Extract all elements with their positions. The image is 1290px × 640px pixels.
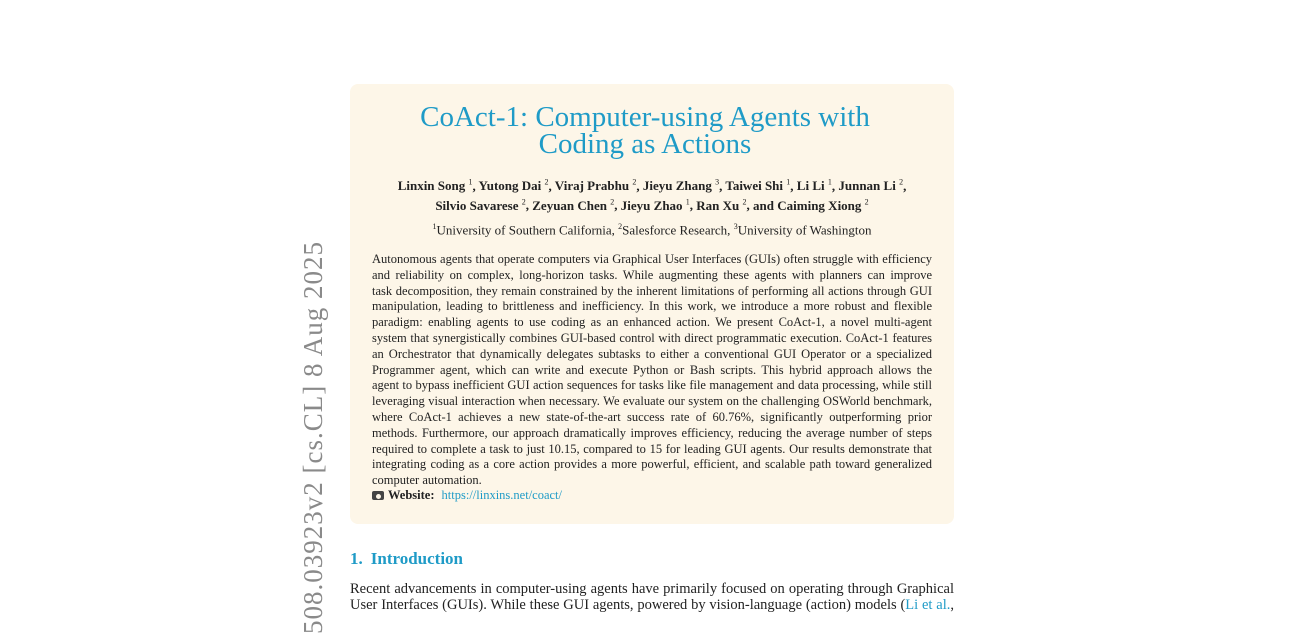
affiliation-marker: 2 xyxy=(610,197,615,207)
author-line-1: Linxin Song $^1$, Yutong Dai $^2$, Viraj Prabhu $^2$, Jieyu Zhang $^3$, Taiwei Shi $^1$, Li Li $^1$, Junnan Li $^2$, xyxy=(397,178,907,194)
website-label: Website: xyxy=(388,488,435,502)
abstract-line: system that synergistically combines GUI-based control with direct programmatic execution. CoAct-1 features xyxy=(372,330,932,345)
intro-line: User Interfaces (GUIs). While these GUI agents, powered by vision-language (action) models (Li et al., xyxy=(350,597,954,613)
abstract-line: and reliability on complex, long-horizon tasks. While augmenting these agents with planners can improve xyxy=(372,267,932,282)
affiliation-marker: 2 xyxy=(544,178,549,187)
author-name: Jieyu Zhao $^1$ xyxy=(620,197,690,213)
abstract-line: Autonomous agents that operate computers via Graphical User Interfaces (GUIs) often struggle with efficiency xyxy=(372,252,932,266)
author-name: Linxin Song $^1$ xyxy=(397,178,473,194)
abstract xyxy=(372,252,932,489)
abstract-line: agent to bypass inefficient GUI action sequences for tasks like file management and data processing, while still xyxy=(372,378,932,393)
author-name: Yutong Dai $^2$ xyxy=(478,178,549,194)
abstract-line: methods. Furthermore, our approach dramatically improves efficiency, reducing the average number of steps xyxy=(372,425,932,440)
affiliation-name: Salesforce Research, xyxy=(622,222,734,238)
author-name: Li Li $^1$ xyxy=(796,178,832,194)
section-title: Introduction xyxy=(370,549,464,568)
affiliation-number: 1 xyxy=(432,222,437,231)
abstract-line: required to complete a task to just 10.15, compared to 15 for leading GUI agents. Our results demonstrate that xyxy=(372,441,932,456)
website-link[interactable]: https://linxins.net/coact/ xyxy=(441,488,563,502)
abstract-line: manipulation, leading to brittleness and inefficiency. In this work, we introduce a more robust and flexible xyxy=(372,299,932,314)
author-name: Silvio Savarese $^2$ xyxy=(435,197,526,213)
affiliation-marker: 2 xyxy=(521,197,526,207)
title-line-2: Coding as Actions xyxy=(538,128,752,160)
abstract-line: paradigm: enabling agents to use coding as an enhanced action. We present CoAct-1, a novel multi-agent xyxy=(372,315,932,330)
author-list xyxy=(350,175,954,214)
author-name: Jieyu Zhang $^3$ xyxy=(642,178,720,194)
affiliation-name: University of Washington xyxy=(737,222,872,238)
affiliation-marker: 2 xyxy=(742,197,747,207)
author-name: Viraj Prabhu $^2$ xyxy=(554,178,637,194)
author-name: Zeyuan Chen $^2$ xyxy=(532,197,615,213)
affiliations xyxy=(350,219,954,238)
affiliation-marker: 2 xyxy=(632,178,637,187)
abstract-line: task decomposition, they remain constrained by the inherent limitations of performing all actions through GUI xyxy=(372,283,932,298)
abstract-line: leveraging visual interaction when necessary. We evaluate our system on the challenging OSWorld benchmark, xyxy=(372,394,932,409)
author-line-2: Silvio Savarese $^2$, Zeyuan Chen $^2$, Jieyu Zhao $^1$, Ran Xu $^2$, and Caiming Xiong $^2$ xyxy=(435,197,869,213)
affiliation-marker: 2 xyxy=(864,197,869,207)
author-name: Ran Xu $^2$ xyxy=(696,197,747,213)
citation-link[interactable]: Li et al. xyxy=(905,597,951,613)
affiliation-number: 2 xyxy=(618,222,623,231)
intro-line: Recent advancements in computer-using agents have primarily focused on operating through Graphical xyxy=(350,581,954,597)
affiliation-marker: 1 xyxy=(685,197,690,207)
abstract-line: an Orchestrator that dynamically delegates subtasks to either a conventional GUI Operator or a specialized xyxy=(372,346,932,361)
website-line xyxy=(372,488,562,503)
affiliation-marker: 1 xyxy=(786,178,791,187)
abstract-line: Programmer agent, which can write and execute Python or Bash scripts. This hybrid approach allows the xyxy=(372,362,932,377)
affiliation-number: 3 xyxy=(733,222,738,231)
abstract-line: integrating coding as a core action provides a more powerful, efficient, and scalable path toward generalized xyxy=(372,457,932,472)
abstract-line: computer automation. xyxy=(372,473,482,488)
affiliation-marker: 1 xyxy=(468,178,473,187)
section-heading-introduction xyxy=(350,549,463,569)
arxiv-id-text: 508.03923v2 [cs.CL] 8 Aug 2025 xyxy=(297,240,328,634)
affiliation-name: University of Southern California, xyxy=(436,222,619,238)
section-number: 1. xyxy=(350,549,363,568)
paper-title xyxy=(0,101,1290,160)
affiliation-marker: 3 xyxy=(715,178,720,187)
camera-icon xyxy=(372,491,384,500)
affiliation-marker: 2 xyxy=(899,178,904,187)
abstract-line: where CoAct-1 achieves a new state-of-the-art success rate of 60.76%, significantly outperforming prior xyxy=(372,409,932,424)
author-name: and Caiming Xiong $^2$ xyxy=(753,197,869,213)
introduction-text xyxy=(350,581,954,613)
arxiv-identifier-stamp xyxy=(283,240,343,634)
title-line-1: CoAct-1: Computer-using Agents with xyxy=(420,101,870,133)
affiliation-marker: 1 xyxy=(827,178,832,187)
author-name: Junnan Li $^2$ xyxy=(838,178,904,194)
author-name: Taiwei Shi $^1$ xyxy=(725,178,791,194)
